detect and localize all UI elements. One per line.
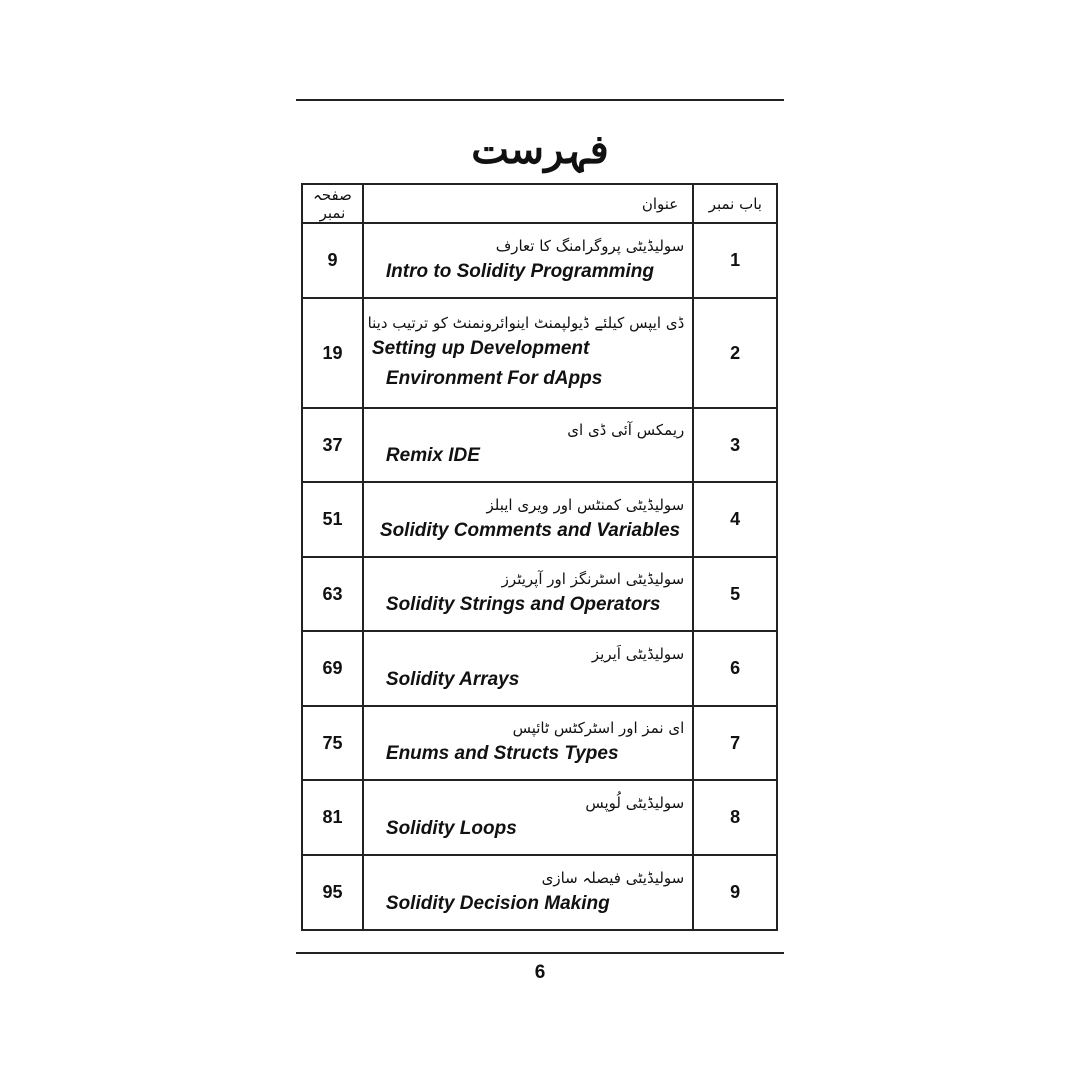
table-row [302, 557, 777, 631]
table-header-row [302, 184, 777, 223]
row-title [363, 408, 693, 482]
row-chapter-number: 6 [693, 631, 777, 706]
row-title-urdu: سولیڈیٹی لُوپس [585, 793, 685, 812]
row-chapter-number: 3 [693, 408, 777, 482]
row-title-urdu: سولیڈیٹی کمنٹس اور ویری ایبلز [486, 495, 685, 514]
row-title-urdu: ای نمز اور اسٹرکٹس ٹائپس [512, 719, 685, 737]
row-chapter-number: 2 [693, 298, 777, 408]
table-row [302, 408, 777, 482]
row-page-number: 51 [302, 482, 363, 557]
row-title-english: Solidity Strings and Operators [385, 594, 661, 615]
row-page-number: 95 [302, 855, 363, 930]
table-row [302, 223, 777, 298]
row-title-english: Setting up Development [371, 338, 590, 359]
row-chapter-number: 8 [693, 780, 777, 855]
header-page-number: صفحہ نمبر [302, 184, 363, 223]
page-title: فہرست [471, 126, 609, 173]
table-row [302, 482, 777, 557]
row-title-english: Intro to Solidity Programming [385, 260, 655, 282]
row-page-number: 69 [302, 631, 363, 706]
row-title-english: Solidity Decision Making [385, 892, 610, 914]
row-title [363, 780, 693, 855]
row-title-english: Solidity Comments and Variables [379, 519, 681, 541]
page-number: 6 [534, 962, 546, 983]
row-page-number: 75 [302, 706, 363, 780]
header-title: عنوان [363, 184, 693, 223]
table-row [302, 298, 777, 408]
table-row [302, 706, 777, 780]
row-title [363, 631, 693, 706]
row-chapter-number: 4 [693, 482, 777, 557]
row-title-english: Remix IDE [385, 445, 480, 466]
row-title-english: Solidity Arrays [385, 668, 520, 690]
row-title-urdu: ڈی ایپس کیلئے ڈیولپمنٹ اینوائرونمنٹ کو ترتیب دینا [367, 314, 685, 332]
table-row [302, 780, 777, 855]
row-title [363, 855, 693, 930]
row-title [363, 557, 693, 631]
row-page-number: 19 [302, 298, 363, 408]
row-title-urdu: سولیڈیٹی فیصلہ سازی [541, 868, 685, 887]
row-title-english: Enums and Structs Types [385, 743, 619, 764]
row-title-urdu: ریمکس آئی ڈی ای [567, 421, 685, 439]
row-title-english: Solidity Loops [385, 817, 517, 839]
row-chapter-number: 9 [693, 855, 777, 930]
row-chapter-number: 5 [693, 557, 777, 631]
row-title-urdu: سولیڈیٹی اَیریز [591, 644, 685, 663]
row-page-number: 37 [302, 408, 363, 482]
row-title [363, 706, 693, 780]
contents-table [301, 183, 778, 931]
row-title [363, 298, 693, 408]
row-title-english: Environment For dApps [385, 368, 603, 389]
row-page-number: 81 [302, 780, 363, 855]
bottom-rule [296, 952, 784, 954]
row-chapter-number: 7 [693, 706, 777, 780]
row-title-urdu: سولیڈیٹی پروگرامنگ کا تعارف [495, 236, 685, 255]
table-row [302, 855, 777, 930]
row-page-number: 63 [302, 557, 363, 631]
header-chapter-number: باب نمبر [693, 184, 777, 223]
row-chapter-number: 1 [693, 223, 777, 298]
table-row [302, 631, 777, 706]
top-rule [296, 99, 784, 101]
row-title [363, 482, 693, 557]
row-title [363, 223, 693, 298]
row-title-urdu: سولیڈیٹی اسٹرنگز اور آپریٹرز [501, 570, 685, 588]
row-page-number: 9 [302, 223, 363, 298]
